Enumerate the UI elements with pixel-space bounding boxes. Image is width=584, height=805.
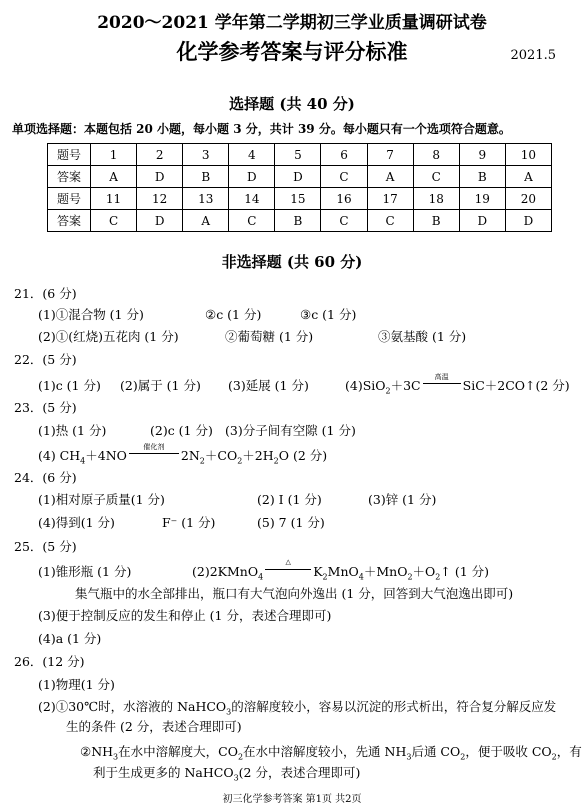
q21-line1-c: ③c (1 分) xyxy=(300,307,357,322)
table-cell: 18 xyxy=(413,188,459,210)
table-cell: C xyxy=(229,210,275,232)
q24-line2-c: (5) 7 (1 分) xyxy=(257,515,325,530)
q24-line1-c: (3)锌 (1 分) xyxy=(368,492,437,507)
q23-eq-reactant2: ＋4NO xyxy=(85,448,127,463)
table-cell: 14 xyxy=(229,188,275,210)
q24-head: 24．(6 分) xyxy=(14,470,77,485)
table-cell: A xyxy=(505,166,551,188)
table-cell: 4 xyxy=(229,144,275,166)
q23-eq-reactant: (4) CH xyxy=(38,448,81,463)
q26-line4-e: ，便于吸收 CO xyxy=(465,744,552,759)
q21-head: 21．(6 分) xyxy=(14,286,77,301)
table-cell: 15 xyxy=(275,188,321,210)
q24-line2-b: F⁻ (1 分) xyxy=(162,515,216,530)
table-cell: 16 xyxy=(321,188,367,210)
q25-eq-reactant: (2)2KMnO xyxy=(192,564,259,579)
q21-line2-a: (2)①(红烧)五花肉 (1 分) xyxy=(38,329,179,344)
q23-equation: (4) $CH_4+4NO$ 催化剂 $2N_2+CO_2+2H_2O$ (2 分) xyxy=(38,443,328,466)
q26-line4: $②NH_3$在水中溶解度大，$CO_2$在水中溶解度较小，先通 $NH_3$后通 $CO_2$，便于吸收 $CO_2$，有 xyxy=(80,744,582,762)
row-label: 题号 xyxy=(48,144,91,166)
table-cell: 13 xyxy=(183,188,229,210)
table-cell: A xyxy=(183,210,229,232)
table-cell: 1 xyxy=(91,144,137,166)
table-cell: 12 xyxy=(137,188,183,210)
reaction-condition: 高温 xyxy=(434,373,449,381)
table-cell: C xyxy=(367,210,413,232)
table-cell: 6 xyxy=(321,144,367,166)
q24-line2-a: (4)得到(1 分) xyxy=(38,515,115,530)
q25-head: 25．(5 分) xyxy=(14,539,77,554)
q21-line1-b: ②c (1 分) xyxy=(205,307,262,322)
choice-instruction: 单项选择题：本题包括 20 小题，每小题 3 分，共计 39 分。每小题只有一个选项符合题意。 xyxy=(12,122,511,136)
q25-eq-product4: ＋O xyxy=(412,564,436,579)
table-cell: B xyxy=(413,210,459,232)
q21-line2-c: ③氨基酸 (1 分) xyxy=(378,329,467,344)
q23-eq-product3: ＋2H xyxy=(242,448,274,463)
q25-eq-product2: MnO xyxy=(327,564,359,579)
row-label: 题号 xyxy=(48,188,91,210)
table-cell: B xyxy=(275,210,321,232)
table-row xyxy=(48,166,552,188)
reaction-arrow xyxy=(423,373,461,384)
row-label: 答案 xyxy=(48,166,91,188)
choice-section-title: 选择题 (共 40 分) xyxy=(229,95,355,113)
q25-line3: (3)便于控制反应的发生和停止 (1 分，表述合理即可) xyxy=(38,608,332,623)
answer-key-title: 化学参考答案与评分标准 xyxy=(176,39,408,64)
reaction-arrow xyxy=(265,558,311,570)
table-cell: C xyxy=(91,210,137,232)
q26-line4-c: 在水中溶解度较小，先通 NH xyxy=(243,744,407,759)
q26-line2: (2)①30℃时，水溶液的 NaHCO$_3$的溶解度较小，容易以沉淀的形式析出，符合复分解反应发 xyxy=(38,699,557,717)
q23-line1-b: (2)c (1 分) xyxy=(150,423,213,438)
table-cell: D xyxy=(275,166,321,188)
table-cell: C xyxy=(413,166,459,188)
q24-line1-a: (1)相对原子质量(1 分) xyxy=(38,492,165,507)
q26-line4-d: 后通 CO xyxy=(411,744,461,759)
table-cell: 5 xyxy=(275,144,321,166)
q26-line2-b: 的溶解度较小，容易以沉淀的形式析出，符合复分解反应发 xyxy=(231,699,557,714)
nonchoice-section-title: 非选择题 (共 60 分) xyxy=(221,253,363,271)
q22-head: 22．(5 分) xyxy=(14,352,77,367)
table-cell: D xyxy=(459,210,505,232)
table-cell: C xyxy=(321,166,367,188)
q26-line5-b: (2 分，表述合理即可) xyxy=(238,765,361,780)
q23-eq-product: 2N xyxy=(180,448,200,463)
q26-line1: (1)物理(1 分) xyxy=(38,677,115,692)
answer-table xyxy=(47,143,552,232)
q21-line2-b: ②葡萄糖 (1 分) xyxy=(225,329,314,344)
table-cell: D xyxy=(229,166,275,188)
q26-line4-f: ，有 xyxy=(556,744,582,759)
q25-equation: (2)2KMnO$_4$ △ $K_2MnO_4+MnO_2+O_2↑$ (1 分) xyxy=(192,558,490,582)
table-cell: D xyxy=(137,210,183,232)
q23-line1-a: (1)热 (1 分) xyxy=(38,423,107,438)
table-cell: 3 xyxy=(183,144,229,166)
table-row xyxy=(48,210,552,232)
q22-b: (2)属于 (1 分) xyxy=(120,378,201,393)
table-cell: 8 xyxy=(413,144,459,166)
table-cell: 20 xyxy=(505,188,551,210)
exam-title: 2020～2021 学年第二学期初三学业质量调研试卷 xyxy=(97,13,487,33)
q26-head: 26．(12 分) xyxy=(14,654,85,669)
q21-line1-a: (1)①混合物 (1 分) xyxy=(38,307,144,322)
q22-eq-product: SiC＋2CO↑(2 分) xyxy=(462,378,570,393)
page-footer: 初三化学参考答案 第1页 共2页 xyxy=(222,794,362,805)
q25-line1-a: (1)锥形瓶 (1 分) xyxy=(38,564,132,579)
table-row xyxy=(48,144,552,166)
table-cell: 2 xyxy=(137,144,183,166)
reaction-condition: △ xyxy=(285,558,291,566)
q26-line3: 生的条件 (2 分，表述合理即可) xyxy=(66,719,242,734)
q22-a: (1)c (1 分) xyxy=(38,378,101,393)
q26-line2-a: (2)①30℃时，水溶液的 NaHCO xyxy=(38,699,227,714)
q25-line4: (4)a (1 分) xyxy=(38,631,102,646)
table-cell: 7 xyxy=(367,144,413,166)
q25-eq-product: K xyxy=(313,564,323,579)
table-cell: B xyxy=(183,166,229,188)
q26-line4-a: ②NH xyxy=(80,744,114,759)
q26-line4-b: 在水中溶解度大，CO xyxy=(118,744,238,759)
date: 2021.5 xyxy=(510,48,556,63)
table-cell: B xyxy=(459,166,505,188)
q23-eq-product2: ＋CO xyxy=(204,448,238,463)
q22-eq-reactant2: ＋3C xyxy=(390,378,421,393)
q24-line1-b: (2) I (1 分) xyxy=(257,492,322,507)
q25-line2: 集气瓶中的水全部排出，瓶口有大气泡向外逸出 (1 分，回答到大气泡逸出即可) xyxy=(75,586,514,601)
q22-eq-reactant: (4)SiO xyxy=(345,378,386,393)
q22-c: (3)延展 (1 分) xyxy=(228,378,309,393)
q26-line5: 利于生成更多的 NaHCO$_3$(2 分，表述合理即可) xyxy=(93,765,361,783)
reaction-arrow xyxy=(129,443,179,454)
q25-eq-product3: ＋MnO xyxy=(363,564,408,579)
q25-eq-score: ↑ (1 分) xyxy=(440,564,490,579)
q22-equation: (4)SiO$_2$＋3C 高温 SiC＋2CO↑(2 分) xyxy=(345,373,570,396)
table-row xyxy=(48,188,552,210)
table-cell: 17 xyxy=(367,188,413,210)
table-cell: A xyxy=(91,166,137,188)
table-cell: 11 xyxy=(91,188,137,210)
q26-line5-a: 利于生成更多的 NaHCO xyxy=(93,765,234,780)
table-cell: C xyxy=(321,210,367,232)
table-cell: 19 xyxy=(459,188,505,210)
reaction-condition: 催化剂 xyxy=(143,443,165,451)
q23-line1-c: (3)分子间有空隙 (1 分) xyxy=(225,423,356,438)
row-label: 答案 xyxy=(48,210,91,232)
table-cell: A xyxy=(367,166,413,188)
table-cell: D xyxy=(505,210,551,232)
table-cell: 9 xyxy=(459,144,505,166)
q23-eq-score: O (2 分) xyxy=(278,448,328,463)
q23-head: 23．(5 分) xyxy=(14,400,77,415)
table-cell: 10 xyxy=(505,144,551,166)
table-cell: D xyxy=(137,166,183,188)
